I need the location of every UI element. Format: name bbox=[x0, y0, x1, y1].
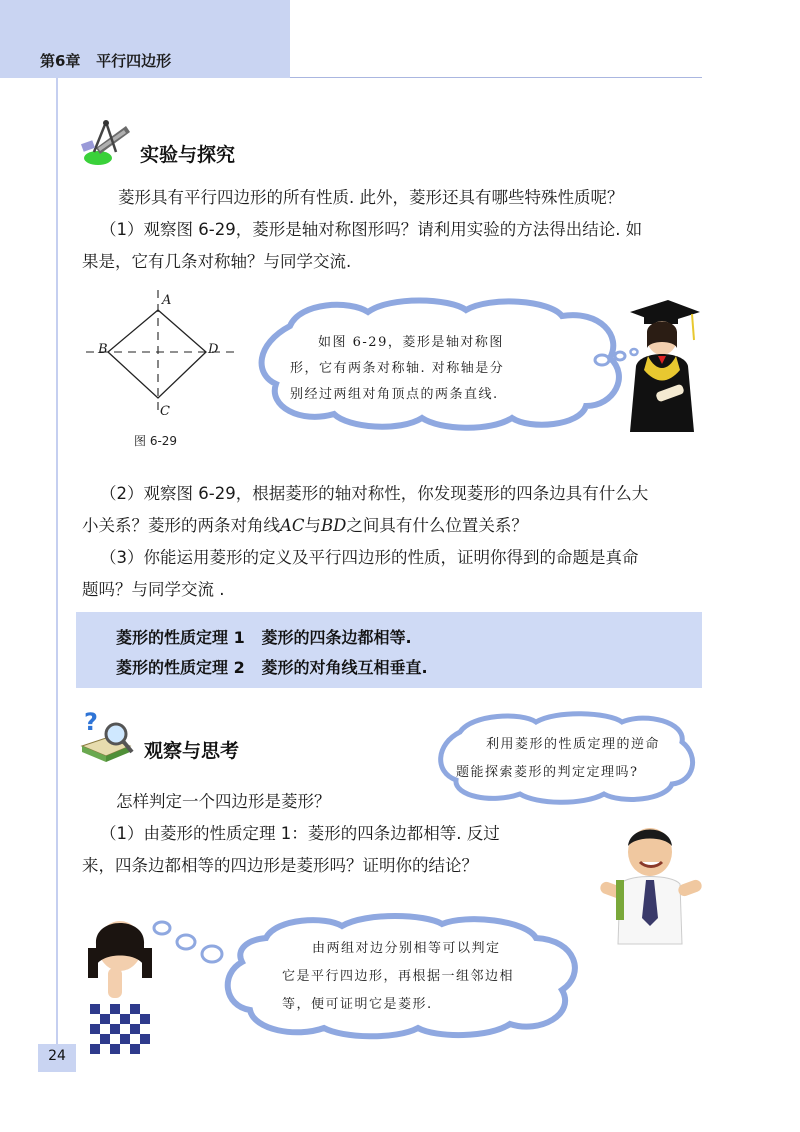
graduate-girl-illustration bbox=[622, 296, 702, 436]
diagonal-ac: AC bbox=[280, 516, 305, 535]
question2-text-b: 与 bbox=[304, 516, 322, 535]
question3-line1: （3）你能运用菱形的定义及平行四边形的性质，证明你得到的命题是真命 bbox=[100, 548, 639, 567]
theorem-2-text: 菱形的对角线互相垂直. bbox=[261, 658, 428, 677]
question1-line2: 果是，它有几条对称轴？与同学交流. bbox=[82, 252, 352, 271]
vertex-label-c: C bbox=[160, 404, 170, 419]
theorem-1 bbox=[116, 625, 412, 648]
question-how-to-judge: 怎样判定一个四边形是菱形？ bbox=[116, 792, 331, 811]
svg-text:?: ? bbox=[84, 708, 98, 736]
question3-line2: 题吗？与同学交流 . bbox=[82, 580, 225, 599]
section-title-observe: 观察与思考 bbox=[144, 740, 240, 762]
chapter-title: 平行四边形 bbox=[96, 52, 172, 70]
thought-cloud-2 bbox=[432, 710, 704, 806]
cloud1-line1: 如图 6-29，菱形是轴对称图 bbox=[318, 335, 504, 350]
vertex-label-a: A bbox=[162, 293, 172, 308]
page-number: 24 bbox=[48, 1048, 66, 1064]
chapter-header bbox=[40, 50, 171, 71]
cloud3-line3: 等，便可证明它是菱形. bbox=[282, 997, 433, 1012]
left-margin-rule bbox=[56, 78, 58, 1048]
diagonal-bd: BD bbox=[321, 516, 347, 535]
section2-question1-line2: 来，四条边都相等的四边形是菱形吗？证明你的结论？ bbox=[82, 856, 478, 875]
intro-paragraph: 菱形具有平行四边形的所有性质. 此外，菱形还具有哪些特殊性质呢？ bbox=[118, 188, 624, 207]
compass-ruler-icon bbox=[76, 118, 132, 170]
vertex-label-b: B bbox=[98, 342, 108, 357]
question2-text-c: 之间具有什么位置关系？ bbox=[346, 516, 528, 535]
cloud2-line2: 题能探索菱形的判定定理吗? bbox=[456, 765, 639, 780]
cloud3-line2: 它是平行四边形，再根据一组邻边相 bbox=[282, 969, 515, 984]
vertex-label-d: D bbox=[208, 342, 219, 357]
figure-caption: 图 6-29 bbox=[134, 434, 178, 448]
question2-text-a: 小关系？菱形的两条对角线 bbox=[82, 516, 280, 535]
question2-line2 bbox=[82, 514, 528, 537]
chapter-number: 第6章 bbox=[40, 52, 81, 70]
header-divider bbox=[290, 77, 702, 78]
cloud2-line1: 利用菱形的性质定理的逆命 bbox=[486, 737, 661, 752]
section-title-experiment: 实验与探究 bbox=[140, 144, 236, 166]
theorem-2 bbox=[116, 655, 428, 678]
theorem-1-text: 菱形的四条边都相等. bbox=[261, 628, 412, 647]
cloud1-line2: 形，它有两条对称轴. 对称轴是分 bbox=[290, 361, 505, 376]
cloud1-line3: 别经过两组对角顶点的两条直线. bbox=[290, 387, 499, 402]
section2-question1-line1: （1）由菱形的性质定理 1：菱形的四条边都相等. 反过 bbox=[100, 824, 500, 843]
question2-line1: （2）观察图 6-29，根据菱形的轴对称性，你发现菱形的四条边具有什么大 bbox=[100, 484, 649, 503]
magnifier-question-icon bbox=[78, 708, 138, 766]
cloud3-line1: 由两组对边分别相等可以判定 bbox=[312, 941, 501, 956]
boy-illustration bbox=[598, 822, 704, 948]
question1-line1: （1）观察图 6-29，菱形是轴对称图形吗？请利用实验的方法得出结论. 如 bbox=[100, 220, 643, 239]
theorem-2-name: 菱形的性质定理 2 bbox=[116, 658, 245, 677]
theorem-1-name: 菱形的性质定理 1 bbox=[116, 628, 245, 647]
